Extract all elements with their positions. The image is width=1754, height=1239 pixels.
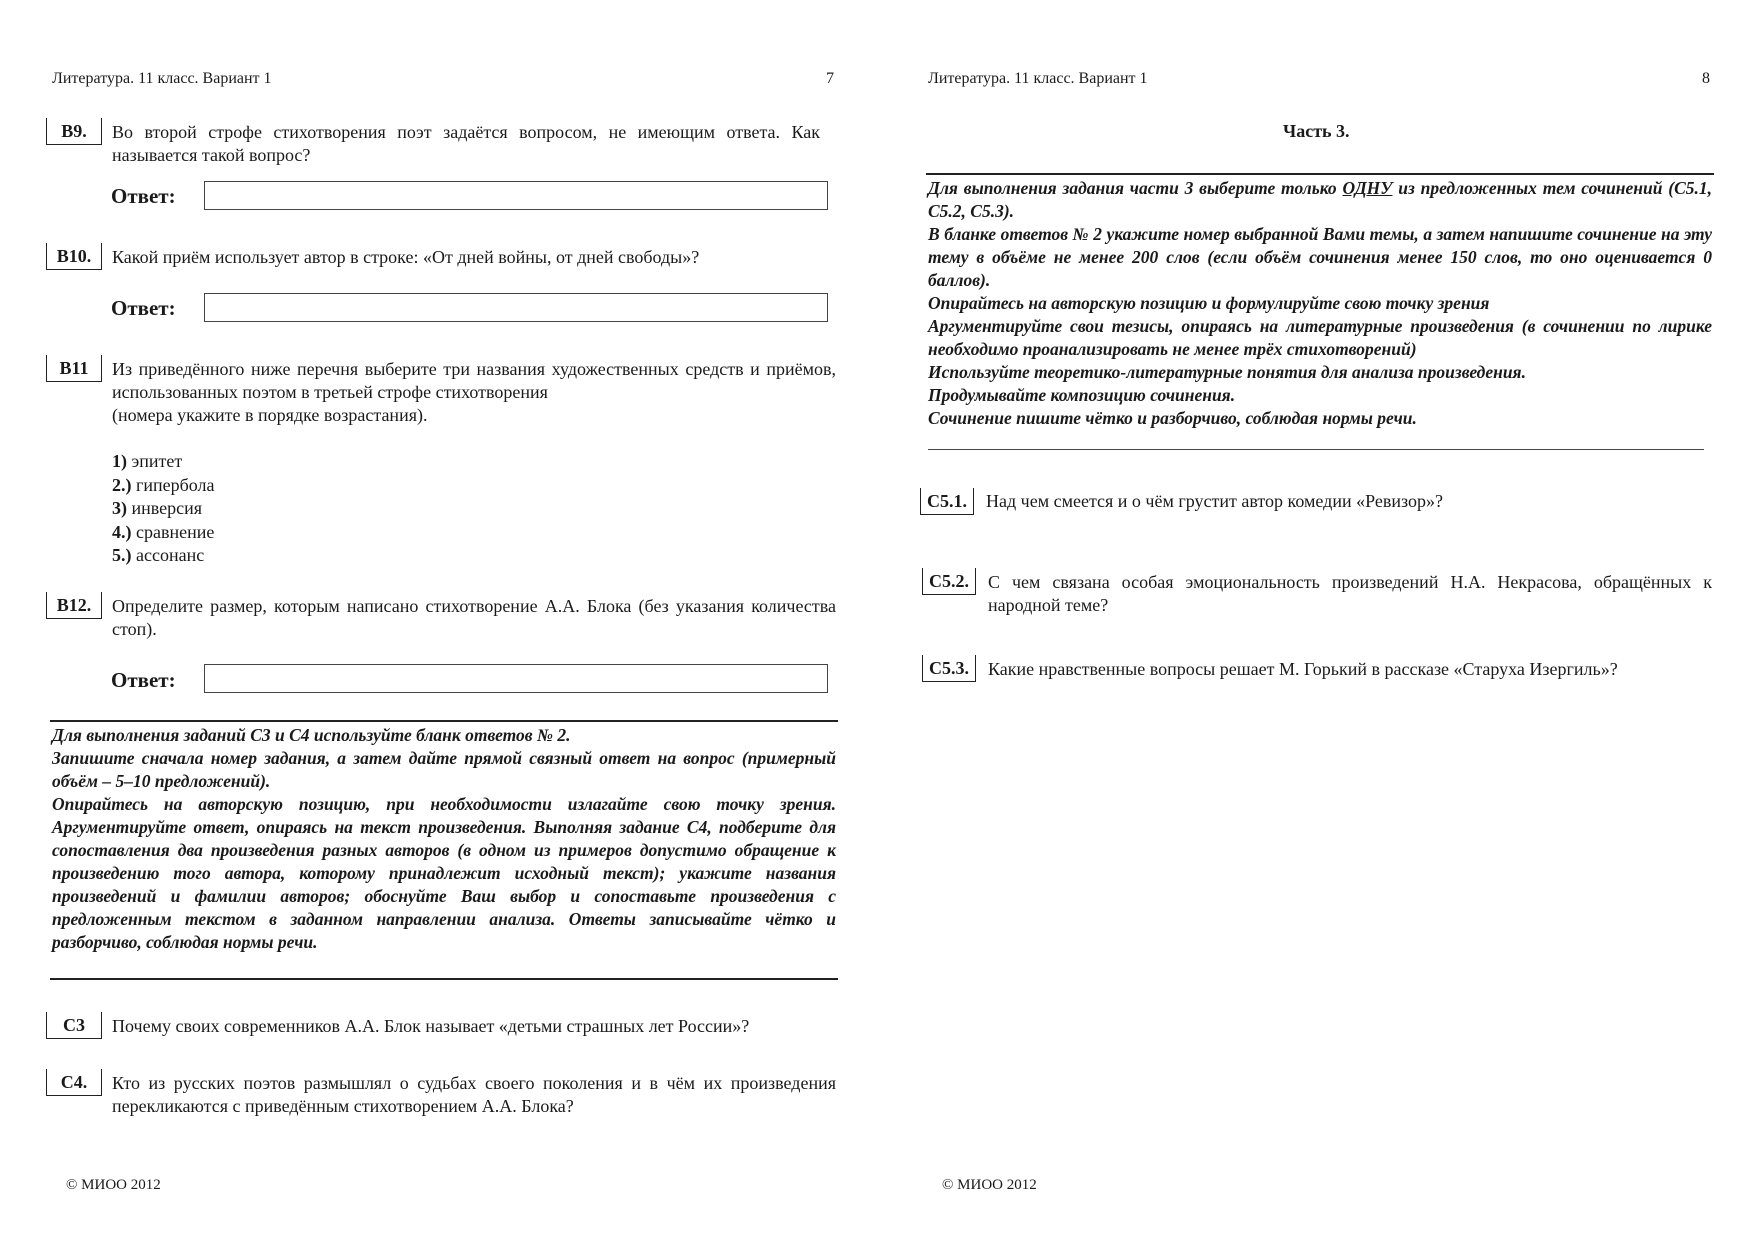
task-text-b11-note: (номера укажите в порядке возрастания). (112, 405, 428, 425)
instruction-line: Запишите сначала номер задания, а затем дайте прямой связный ответ на вопрос (примерный объём – 5–10 предложений). (52, 748, 836, 791)
left-page-footer: © МИОО 2012 (66, 1177, 161, 1193)
right-page-footer: © МИОО 2012 (942, 1177, 1037, 1193)
instruction-line: Опирайтесь на авторскую позицию, при необходимости излагайте свою точку зрения. Аргументируйте ответ, опираясь на текст произведения. Выполняя задание С4, подберите для сопоставления два произведения разных авторов (в одном из примеров допустимо обращение к произведению того автора, которому принадлежит исходный текст); укажите названия произведений и фамилии авторов; обоснуйте Ваш выбор и сопоставьте произведения с предложенным текстом в заданном направлении анализа. Ответы записывайте чётко и разборчиво, соблюдая нормы речи. (52, 794, 836, 952)
task-code-c5-1: С5.1. (920, 488, 974, 515)
answer-field-b9[interactable] (204, 181, 828, 210)
instructions-part3 (928, 177, 1712, 430)
instruction-line: Для выполнения задания части 3 выберите только ОДНУ из предложенных тем сочинений (С5.1, С5.2, С5.3). (928, 178, 1712, 221)
left-page-number: 7 (826, 70, 834, 87)
task-code-b12: В12. (46, 592, 102, 619)
task-text-b10: Какой приём использует автор в строке: «От дней войны, от дней свободы»? (112, 247, 700, 267)
right-page-number: 8 (1702, 70, 1710, 87)
answer-field-b10[interactable] (204, 293, 828, 322)
answer-label-b10: Ответ: (111, 296, 176, 320)
part-title: Часть 3. (1283, 121, 1350, 141)
instruction-line: Сочинение пишите чётко и разборчиво, соблюдая нормы речи. (928, 408, 1417, 428)
task-text-c5-3: Какие нравственные вопросы решает М. Горький в рассказе «Старуха Изергиль»? (988, 659, 1618, 679)
instruction-line: Для выполнения заданий С3 и С4 используйте бланк ответов № 2. (52, 725, 571, 745)
task-text-b11 (112, 358, 836, 427)
task-code-b9: В9. (46, 118, 102, 145)
task-text-b11-main: Из приведённого ниже перечня выберите три названия художественных средств и приёмов, использованных поэтом в третьей строфе стихотворения (112, 359, 836, 402)
task-code-b10: В10. (46, 243, 102, 270)
answer-field-b12[interactable] (204, 664, 828, 693)
task-code-b11: В11 (46, 355, 102, 382)
b11-options-list (112, 450, 215, 568)
task-text-c5-2: С чем связана особая эмоциональность произведений Н.А. Некрасова, обращённых к народной теме? (988, 572, 1712, 615)
b11-option: 3) инверсия (112, 498, 203, 518)
task-text-c5-1: Над чем смеется и о чём грустит автор комедии «Ревизор»? (986, 491, 1443, 511)
part3-bottom-rule (928, 449, 1704, 450)
answer-label-b12: Ответ: (111, 668, 176, 692)
task-code-c3: С3 (46, 1012, 102, 1039)
instruction-line: Продумывайте композицию сочинения. (928, 385, 1236, 405)
instruction-line: В бланке ответов № 2 укажите номер выбранной Вами темы, а затем напишите сочинение на эту тему в объёме не менее 200 слов (если объём сочинения менее 150 слов, то оно оценивается 0 баллов). (928, 224, 1712, 290)
task-code-c4: С4. (46, 1069, 102, 1096)
left-page-header: Литература. 11 класс. Вариант 1 (52, 70, 272, 87)
task-text-c3: Почему своих современников А.А. Блок называет «детьми страшных лет России»? (112, 1016, 750, 1036)
instructions-bottom-rule (50, 978, 838, 980)
instruction-line: Используйте теоретико-литературные понятия для анализа произведения. (928, 362, 1526, 382)
task-text-b9: Во второй строфе стихотворения поэт задаётся вопросом, не имеющим ответа. Как называется такой вопрос? (112, 122, 820, 165)
answer-label-b9: Ответ: (111, 184, 176, 208)
task-code-c5-2: С5.2. (922, 568, 976, 595)
b11-option: 1) эпитет (112, 451, 183, 471)
b11-option: 2.) гипербола (112, 474, 215, 495)
instructions-c3-c4 (52, 724, 836, 954)
b11-option: 4.) сравнение (112, 521, 215, 542)
task-text-c4: Кто из русских поэтов размышлял о судьбах своего поколения и в чём их произведения перекликаются с приведённым стихотворением А.А. Блока? (112, 1073, 836, 1116)
instructions-top-rule (50, 720, 838, 722)
instruction-line: Опирайтесь на авторскую позицию и формулируйте свою точку зрения (928, 293, 1490, 313)
instruction-emphasis: ОДНУ (1342, 178, 1393, 198)
instruction-line: Аргументируйте свои тезисы, опираясь на литературные произведения (в сочинении по лирике необходимо проанализировать не менее трёх стихотворений) (928, 316, 1712, 359)
right-page-header: Литература. 11 класс. Вариант 1 (928, 70, 1148, 87)
b11-option: 5.) ассонанс (112, 545, 205, 565)
task-code-c5-3: С5.3. (922, 655, 976, 682)
task-text-b12: Определите размер, которым написано стихотворение А.А. Блока (без указания количества стоп). (112, 596, 836, 639)
part3-top-rule (926, 173, 1714, 175)
